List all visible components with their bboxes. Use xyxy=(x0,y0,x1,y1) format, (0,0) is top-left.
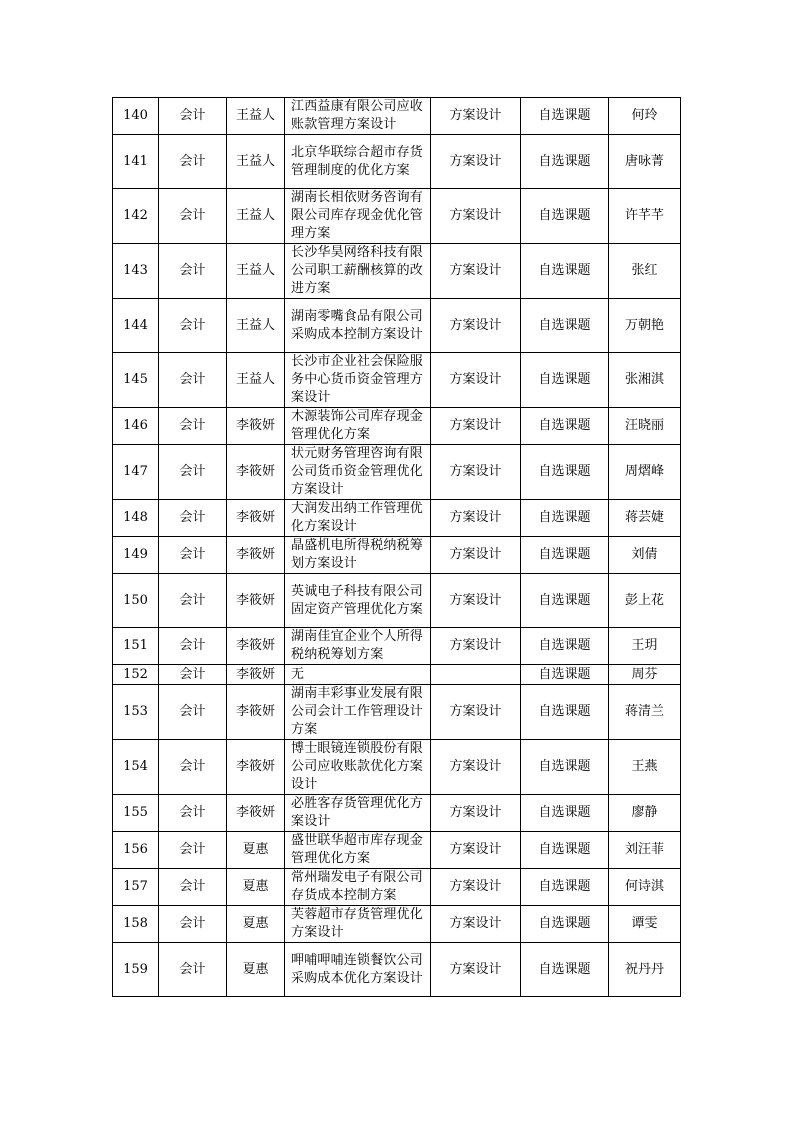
cell-number: 154 xyxy=(113,740,159,795)
cell-topic-source: 自选课题 xyxy=(521,537,609,574)
cell-number: 157 xyxy=(113,869,159,906)
cell-student: 唐咏菁 xyxy=(609,135,681,189)
cell-topic-source: 自选课题 xyxy=(521,685,609,740)
cell-advisor: 李筱妍 xyxy=(227,628,285,665)
cell-topic-source: 自选课题 xyxy=(521,906,609,943)
cell-number: 150 xyxy=(113,574,159,628)
cell-major: 会计 xyxy=(159,353,227,408)
cell-topic-type: 方案设计 xyxy=(431,943,521,997)
cell-topic: 无 xyxy=(285,665,431,685)
cell-number: 153 xyxy=(113,685,159,740)
cell-topic-type: 方案设计 xyxy=(431,445,521,500)
cell-advisor: 夏惠 xyxy=(227,832,285,869)
table-row xyxy=(113,869,681,906)
cell-topic-source: 自选课题 xyxy=(521,740,609,795)
cell-major: 会计 xyxy=(159,795,227,832)
cell-number: 158 xyxy=(113,906,159,943)
cell-number: 140 xyxy=(113,98,159,135)
cell-number: 142 xyxy=(113,189,159,244)
cell-advisor: 李筱妍 xyxy=(227,574,285,628)
cell-topic-type: 方案设计 xyxy=(431,869,521,906)
cell-advisor: 李筱妍 xyxy=(227,665,285,685)
cell-topic-source: 自选课题 xyxy=(521,135,609,189)
cell-number: 152 xyxy=(113,665,159,685)
cell-major: 会计 xyxy=(159,500,227,537)
cell-topic-type: 方案设计 xyxy=(431,244,521,299)
cell-topic: 长沙华昊网络科技有限公司职工薪酬核算的改进方案 xyxy=(285,244,431,299)
cell-major: 会计 xyxy=(159,665,227,685)
cell-advisor: 王益人 xyxy=(227,299,285,353)
table-row xyxy=(113,445,681,500)
cell-topic-source: 自选课题 xyxy=(521,445,609,500)
cell-student: 张红 xyxy=(609,244,681,299)
cell-topic: 晶盛机电所得税纳税筹划方案设计 xyxy=(285,537,431,574)
cell-advisor: 王益人 xyxy=(227,98,285,135)
cell-topic-source: 自选课题 xyxy=(521,574,609,628)
cell-topic: 常州瑞发电子有限公司存货成本控制方案 xyxy=(285,869,431,906)
table-row xyxy=(113,832,681,869)
cell-topic-source: 自选课题 xyxy=(521,832,609,869)
cell-topic-type: 方案设计 xyxy=(431,740,521,795)
cell-student: 许芊芊 xyxy=(609,189,681,244)
cell-student: 刘倩 xyxy=(609,537,681,574)
cell-major: 会计 xyxy=(159,244,227,299)
cell-advisor: 王益人 xyxy=(227,353,285,408)
cell-topic-type: 方案设计 xyxy=(431,906,521,943)
table-row xyxy=(113,135,681,189)
cell-number: 155 xyxy=(113,795,159,832)
cell-major: 会计 xyxy=(159,628,227,665)
cell-number: 148 xyxy=(113,500,159,537)
cell-number: 156 xyxy=(113,832,159,869)
cell-advisor: 夏惠 xyxy=(227,906,285,943)
cell-topic-type: 方案设计 xyxy=(431,574,521,628)
cell-topic-source: 自选课题 xyxy=(521,665,609,685)
cell-topic: 大润发出纳工作管理优化方案设计 xyxy=(285,500,431,537)
cell-student: 周熠峰 xyxy=(609,445,681,500)
cell-topic-type: 方案设计 xyxy=(431,189,521,244)
table-row xyxy=(113,353,681,408)
cell-advisor: 王益人 xyxy=(227,189,285,244)
table-row xyxy=(113,98,681,135)
cell-student: 蒋芸婕 xyxy=(609,500,681,537)
cell-student: 何诗淇 xyxy=(609,869,681,906)
cell-topic: 必胜客存货管理优化方案设计 xyxy=(285,795,431,832)
table-row xyxy=(113,943,681,997)
table-row xyxy=(113,500,681,537)
cell-topic-source: 自选课题 xyxy=(521,408,609,445)
cell-topic: 江西益康有限公司应收账款管理方案设计 xyxy=(285,98,431,135)
cell-major: 会计 xyxy=(159,685,227,740)
cell-topic: 长沙市企业社会保险服务中心货币资金管理方案设计 xyxy=(285,353,431,408)
cell-number: 145 xyxy=(113,353,159,408)
cell-topic: 湖南长相依财务咨询有限公司库存现金优化管理方案 xyxy=(285,189,431,244)
cell-topic: 英诚电子科技有限公司固定资产管理优化方案 xyxy=(285,574,431,628)
cell-student: 王玥 xyxy=(609,628,681,665)
cell-topic-type: 方案设计 xyxy=(431,408,521,445)
table-row xyxy=(113,244,681,299)
table-row xyxy=(113,665,681,685)
cell-major: 会计 xyxy=(159,832,227,869)
cell-number: 151 xyxy=(113,628,159,665)
cell-topic-type: 方案设计 xyxy=(431,353,521,408)
cell-advisor: 王益人 xyxy=(227,244,285,299)
cell-advisor: 李筱妍 xyxy=(227,795,285,832)
cell-number: 141 xyxy=(113,135,159,189)
table-row xyxy=(113,537,681,574)
cell-advisor: 李筱妍 xyxy=(227,685,285,740)
cell-number: 159 xyxy=(113,943,159,997)
cell-major: 会计 xyxy=(159,574,227,628)
cell-student: 万朝艳 xyxy=(609,299,681,353)
cell-major: 会计 xyxy=(159,299,227,353)
cell-topic: 博士眼镜连锁股份有限公司应收账款优化方案设计 xyxy=(285,740,431,795)
cell-major: 会计 xyxy=(159,445,227,500)
cell-student: 彭上花 xyxy=(609,574,681,628)
cell-topic-source: 自选课题 xyxy=(521,869,609,906)
cell-topic-source: 自选课题 xyxy=(521,943,609,997)
cell-topic: 盛世联华超市库存现金管理优化方案 xyxy=(285,832,431,869)
cell-topic: 呷哺呷哺连锁餐饮公司采购成本优化方案设计 xyxy=(285,943,431,997)
table-row xyxy=(113,740,681,795)
cell-advisor: 李筱妍 xyxy=(227,537,285,574)
cell-number: 149 xyxy=(113,537,159,574)
cell-major: 会计 xyxy=(159,906,227,943)
cell-student: 何玲 xyxy=(609,98,681,135)
cell-number: 147 xyxy=(113,445,159,500)
table-row xyxy=(113,906,681,943)
thesis-topic-table xyxy=(112,97,681,997)
cell-topic-type xyxy=(431,665,521,685)
cell-topic: 湖南零嘴食品有限公司采购成本控制方案设计 xyxy=(285,299,431,353)
cell-topic-type: 方案设计 xyxy=(431,299,521,353)
cell-topic: 北京华联综合超市存货管理制度的优化方案 xyxy=(285,135,431,189)
cell-topic: 湖南佳宜企业个人所得税纳税筹划方案 xyxy=(285,628,431,665)
table-row xyxy=(113,628,681,665)
table-row xyxy=(113,685,681,740)
cell-student: 张湘淇 xyxy=(609,353,681,408)
cell-topic-source: 自选课题 xyxy=(521,189,609,244)
cell-topic-source: 自选课题 xyxy=(521,98,609,135)
cell-topic: 木源装饰公司库存现金管理优化方案 xyxy=(285,408,431,445)
cell-number: 144 xyxy=(113,299,159,353)
cell-topic-type: 方案设计 xyxy=(431,795,521,832)
cell-student: 蒋清兰 xyxy=(609,685,681,740)
cell-topic-type: 方案设计 xyxy=(431,537,521,574)
cell-advisor: 李筱妍 xyxy=(227,740,285,795)
cell-major: 会计 xyxy=(159,135,227,189)
cell-topic-type: 方案设计 xyxy=(431,135,521,189)
cell-topic-type: 方案设计 xyxy=(431,832,521,869)
table-row xyxy=(113,189,681,244)
cell-student: 祝丹丹 xyxy=(609,943,681,997)
cell-major: 会计 xyxy=(159,408,227,445)
cell-topic-source: 自选课题 xyxy=(521,244,609,299)
cell-topic-source: 自选课题 xyxy=(521,353,609,408)
cell-student: 刘汪菲 xyxy=(609,832,681,869)
table-row xyxy=(113,299,681,353)
cell-topic-type: 方案设计 xyxy=(431,500,521,537)
cell-major: 会计 xyxy=(159,189,227,244)
cell-topic-source: 自选课题 xyxy=(521,500,609,537)
cell-topic-type: 方案设计 xyxy=(431,628,521,665)
table-row xyxy=(113,574,681,628)
cell-topic-source: 自选课题 xyxy=(521,795,609,832)
cell-topic-source: 自选课题 xyxy=(521,628,609,665)
table-row xyxy=(113,795,681,832)
cell-student: 廖静 xyxy=(609,795,681,832)
cell-major: 会计 xyxy=(159,943,227,997)
cell-student: 谭雯 xyxy=(609,906,681,943)
cell-major: 会计 xyxy=(159,98,227,135)
cell-number: 146 xyxy=(113,408,159,445)
cell-topic-type: 方案设计 xyxy=(431,98,521,135)
cell-major: 会计 xyxy=(159,537,227,574)
cell-major: 会计 xyxy=(159,869,227,906)
cell-advisor: 王益人 xyxy=(227,135,285,189)
cell-topic: 湖南丰彩事业发展有限公司会计工作管理设计方案 xyxy=(285,685,431,740)
cell-topic-source: 自选课题 xyxy=(521,299,609,353)
cell-student: 周芬 xyxy=(609,665,681,685)
cell-number: 143 xyxy=(113,244,159,299)
cell-topic-type: 方案设计 xyxy=(431,685,521,740)
cell-topic: 状元财务管理咨询有限公司货币资金管理优化方案设计 xyxy=(285,445,431,500)
cell-student: 汪晓丽 xyxy=(609,408,681,445)
cell-advisor: 李筱妍 xyxy=(227,445,285,500)
cell-advisor: 夏惠 xyxy=(227,943,285,997)
table-row xyxy=(113,408,681,445)
cell-advisor: 李筱妍 xyxy=(227,408,285,445)
table-body xyxy=(113,98,681,997)
cell-advisor: 夏惠 xyxy=(227,869,285,906)
cell-topic: 芙蓉超市存货管理优化方案设计 xyxy=(285,906,431,943)
cell-advisor: 李筱妍 xyxy=(227,500,285,537)
cell-student: 王燕 xyxy=(609,740,681,795)
cell-major: 会计 xyxy=(159,740,227,795)
